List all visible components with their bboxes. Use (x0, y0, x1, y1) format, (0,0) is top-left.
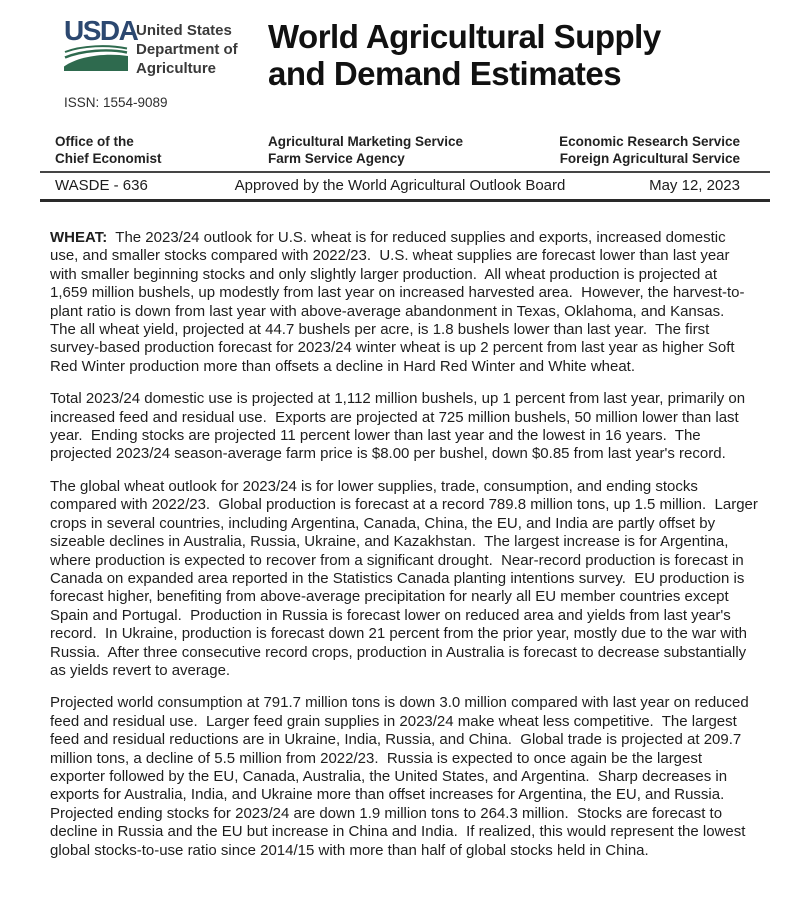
paragraph-text: The 2023/24 outlook for U.S. wheat is for reduced supplies and exports, increased domestic use, and smaller stocks compared with 2022/23. U.S. wheat supplies are forecast lower than last year with smaller beginning stocks and only slightly larger production. All wheat production is projected at 1,659 million bushels, up modestly from last year on increased harvested area. However, the harvest-to-plant ratio is down from last year with above-average abandonment in Texas, Oklahoma, and Kansas. The all wheat yield, projected at 44.7 bushels per acre, is 1.8 bushels lower than last year. The first survey-based production forecast for 2023/24 winter wheat is up 2 percent from last year as higher Soft Red Winter production more than offsets a decline in Hard Red Winter and White wheat. (50, 229, 745, 375)
org-line-2: Department of (136, 41, 238, 58)
paragraph-text: Total 2023/24 domestic use is projected at 1,112 million bushels, up 1 percent from last year, primarily on increased feed and residual use. Exports are projected at 725 million bushels, 50 million lower than last year. Ending stocks are projected 11 percent lower than last year and the lowest in 16 years. The projected 2023/24 season-average farm price is $8.00 per bushel, down $0.85 from last year's record. (50, 390, 750, 463)
org-line-1: United States (136, 22, 232, 39)
agency-right-line-1: Economic Research Service (559, 134, 740, 149)
agency-office-chief-economist (55, 133, 162, 167)
agency-right-line-2: Foreign Agricultural Service (559, 151, 740, 166)
usda-field-swoosh-icon (64, 45, 128, 71)
agency-center-line-1: Agricultural Marketing Service (268, 134, 464, 149)
page-title-line-1: World Agricultural Supply (268, 18, 661, 55)
agency-left-line-2: Chief Economist (55, 151, 162, 166)
paragraph-world-consumption (50, 694, 758, 860)
paragraph-wheat-us-outlook (50, 229, 758, 376)
usda-logo (64, 15, 138, 71)
agency-economic-foreign-service (559, 133, 740, 167)
issn-number: ISSN: 1554-9089 (64, 95, 168, 110)
paragraph-global-outlook (50, 477, 763, 680)
org-line-3: Agriculture (136, 60, 217, 77)
agency-left-line-1: Office of the (55, 134, 134, 149)
page-title (268, 18, 661, 92)
paragraph-text: The global wheat outlook for 2023/24 is for lower supplies, trade, consumption, and ending stocks compared with 2022/23. Global production is forecast at a record 789.8 million tons, up 1.5 million. Larger crops in several countries, including Argentina, Canada, China, the EU, and India are partly offset by sizeable declines in Australia, Russia, Ukraine, and Kazakhstan. The largest increase is for Argentina, where production is expected to recover from a significant drought. Near-record production is forecast in Canada on expanded area reported in the Statistics Canada planting intentions survey. EU production is forecast higher, benefiting from above-average precipitation for nearly all EU member countries except Spain and Portugal. Production in Russia is forecast lower on reduced area and yields from last year's record. In Ukraine, production is forecast down 21 percent from the prior year, mostly due to the war with Russia. After three consecutive record crops, production in Australia is forecast to decrease substantially as yields revert to average. (50, 477, 763, 679)
paragraph-text: Projected world consumption at 791.7 million tons is down 3.0 million compared with last year on reduced feed and residual use. Larger feed grain supplies in 2023/24 make wheat less competitive. The largest feed and residual reductions are in Ukraine, India, Russia, and China. Global trade is projected at 209.7 million tons, a decline of 5.5 million from 2022/23. Russia is expected to once again be the largest exporter followed by the EU, Canada, Australia, the United States, and Argentina. Sharp decreases in exports for Australia, India, and Ukraine more than offset increases for Argentina, the EU, and Russia. Projected ending stocks for 2023/24 are down 1.9 million tons to 264.3 million. Stocks are forecast to decline in Russia and the EU but increase in China and India. If realized, this would represent the lowest global stocks-to-use ratio since 2014/15 with more than half of global stocks held in China. (50, 694, 753, 859)
report-approval-line: Approved by the World Agricultural Outlook Board (234, 177, 566, 194)
usda-logo-acronym: USDA (64, 15, 138, 46)
report-body (50, 229, 763, 874)
org-name (136, 21, 238, 78)
wheat-section-lead: WHEAT: (50, 229, 108, 246)
report-number: WASDE - 636 (55, 177, 148, 194)
divider-top-rule (40, 171, 770, 173)
agency-center-line-2: Farm Service Agency (268, 151, 405, 166)
agency-marketing-farm-service (268, 133, 463, 167)
report-date: May 12, 2023 (649, 177, 740, 194)
divider-bottom-rule (40, 199, 770, 202)
page-title-line-2: and Demand Estimates (268, 55, 622, 92)
usda-masthead (64, 15, 238, 78)
paragraph-us-domestic-use (50, 390, 758, 464)
